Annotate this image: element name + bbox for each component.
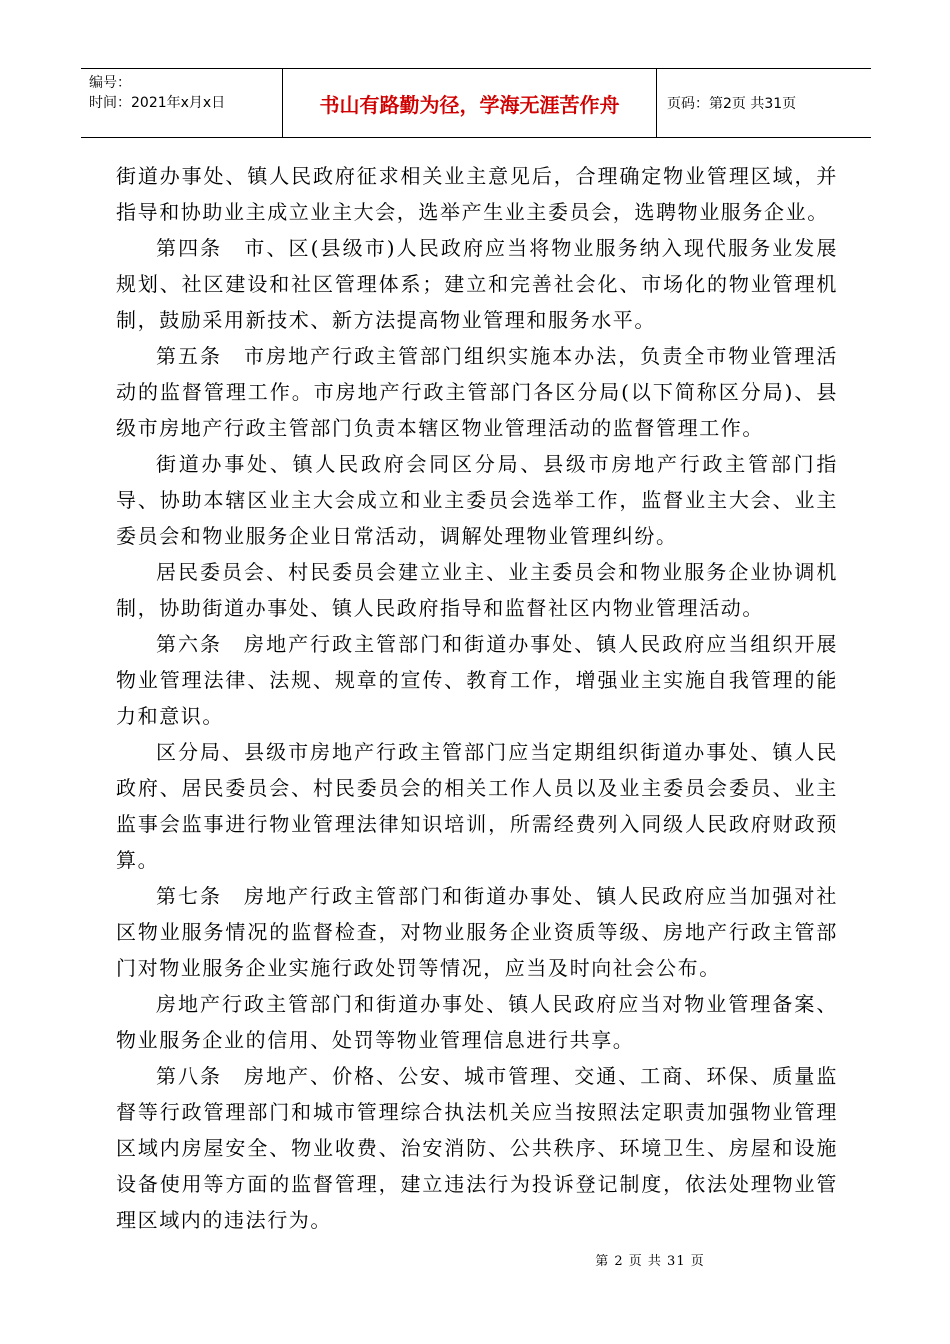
paragraph: 第六条 房地产行政主管部门和街道办事处、镇人民政府应当组织开展物业管理法律、法规、规章的宣传、教育工作，增强业主实施自我管理的能力和意识。 [116, 632, 838, 728]
document-date: 时间：2021年x月x日 [89, 95, 226, 111]
page-counter: 页码：第2页 共31页 [667, 96, 797, 112]
paragraph: 第八条 房地产、价格、公安、城市管理、交通、工商、环保、质量监督等行政管理部门和城市管理综合执法机关应当按照法定职责加强物业管理区域内房屋安全、物业收费、治安消防、公共秩序、环境卫生、房屋和设施设备使用等方面的监督管理，建立违法行为投诉登记制度，依法处理物业管理区域内的违法行为。 [116, 1064, 838, 1232]
paragraph: 房地产行政主管部门和街道办事处、镇人民政府应当对物业管理备案、物业服务企业的信用、处罚等物业管理信息进行共享。 [116, 992, 838, 1052]
page-header [81, 68, 871, 138]
paragraph: 区分局、县级市房地产行政主管部门应当定期组织街道办事处、镇人民政府、居民委员会、村民委员会的相关工作人员以及业主委员会委员、业主监事会监事进行物业管理法律知识培训，所需经费列入同级人民政府财政预算。 [116, 740, 838, 872]
header-page-info [657, 69, 871, 137]
paragraph: 街道办事处、镇人民政府会同区分局、县级市房地产行政主管部门指导、协助本辖区业主大会成立和业主委员会选举工作，监督业主大会、业主委员会和物业服务企业日常活动，调解处理物业管理纠纷。 [116, 452, 838, 548]
page-footer [0, 1250, 950, 1269]
paragraph: 第七条 房地产行政主管部门和街道办事处、镇人民政府应当加强对社区物业服务情况的监督检查，对物业服务企业资质等级、房地产行政主管部门对物业服务企业实施行政处罚等情况，应当及时向社会公布。 [116, 884, 838, 980]
footer-page-number: 第 2 页 共 31 页 [595, 1254, 705, 1269]
header-motto [283, 69, 657, 137]
paragraph: 街道办事处、镇人民政府征求相关业主意见后，合理确定物业管理区域，并指导和协助业主成立业主大会，选举产生业主委员会，选聘物业服务企业。 [116, 164, 838, 224]
motto-text: 书山有路勤为径，学海无涯苦作舟 [319, 92, 620, 117]
paragraph: 第五条 市房地产行政主管部门组织实施本办法，负责全市物业管理活动的监督管理工作。市房地产行政主管部门各区分局(以下简称区分局)、县级市房地产行政主管部门负责本辖区物业管理活动的监督管理工作。 [116, 344, 838, 440]
header-meta [81, 69, 283, 137]
paragraph: 第四条 市、区(县级市)人民政府应当将物业服务纳入现代服务业发展规划、社区建设和社区管理体系；建立和完善社会化、市场化的物业管理机制，鼓励采用新技术、新方法提高物业管理和服务水平。 [116, 236, 838, 332]
paragraph: 居民委员会、村民委员会建立业主、业主委员会和物业服务企业协调机制，协助街道办事处、镇人民政府指导和监督社区内物业管理活动。 [116, 560, 838, 620]
document-body [116, 158, 838, 1238]
document-number-label: 编号： [89, 75, 131, 91]
